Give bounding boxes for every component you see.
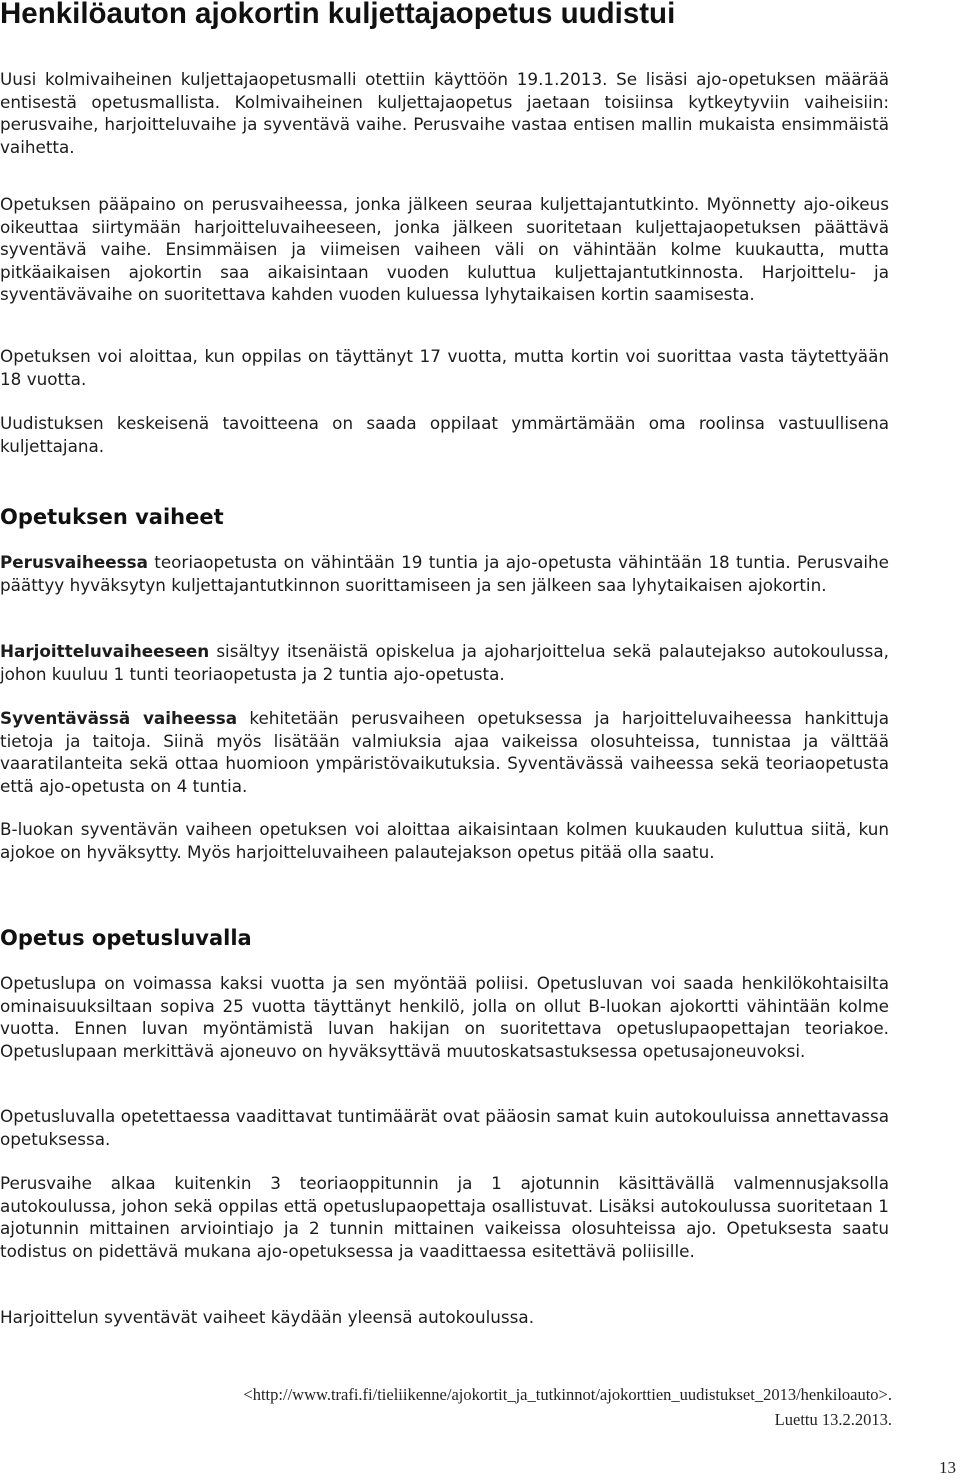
permit-paragraph-2: Opetusluvalla opetettaessa vaadittavat tuntimäärät ovat pääosin samat kuin autokouluissa annettavassa opetuksessa.: [0, 1106, 889, 1149]
phase-advanced-paragraph: [0, 707, 889, 797]
page-title: Henkilöauton ajokortin kuljettajaopetus uudistui: [0, 0, 676, 30]
phase-advanced-text: kehitetään perusvaiheen opetuksessa ja harjoitteluvaiheessa hankittuja tietoja ja taitoja. Siinä myös lisätään valmiuksia ajaa vaikeissa olosuhteissa, tunnistaa ja välttää vaaratilanteita sekä ottaa huomioon ympäristövaikutuksia. Syventävässä vaiheessa sekä teoriaopetusta että ajo-opetusta on 4 tuntia.: [0, 708, 889, 796]
permit-paragraph-1: Opetuslupa on voimassa kaksi vuotta ja sen myöntää poliisi. Opetusluvan voi saada henkilökohtaisilta ominaisuuksiltaan sopiva 25 vuotta täyttänyt henkilö, jolla on ollut B-luokan ajokortti vähintään kolme vuotta. Ennen luvan myöntämistä luvan hakijan on suoritettava opetuslupaopettajan teoriakoe. Opetuslupaan merkittävä ajoneuvo on hyväksyttävä muutoskatsastuksessa opetusajoneuvoksi.: [0, 973, 889, 1061]
phase-basic-text: teoriaopetusta on vähintään 19 tuntia ja ajo-opetusta vähintään 18 tuntia. Perusvaihe päättyy hyväksytyn kuljettajantutkinnon suorittamiseen ja sen jälkeen saa lyhytaikaisen ajokortin.: [0, 552, 889, 595]
source-reference: <http://www.trafi.fi/tieliikenne/ajokortit_ja_tutkinnot/ajokorttien_uudistukset_2013/henkiloauto>.: [243, 1385, 892, 1404]
section-heading-permit: Opetus opetusluvalla: [0, 926, 252, 950]
permit-paragraph-4: Harjoittelun syventävät vaiheet käydään yleensä autokoulussa.: [0, 1307, 535, 1327]
phase-basic-paragraph: [0, 551, 889, 596]
b-class-paragraph: B-luokan syventävän vaiheen opetuksen voi aloittaa aikaisintaan kolmen kuukauden kuluttua siitä, kun ajokoe on hyväksytty. Myös harjoitteluvaiheen palautejakson opetus pitää olla saatu.: [0, 819, 889, 862]
phase-practice-paragraph: [0, 640, 889, 685]
phase-practice-text: sisältyy itsenäistä opiskelua ja ajoharjoittelua sekä palautejakso autokoulussa, johon kuuluu 1 tunti teoriaopetusta ja 2 tuntia ajo-opetusta.: [0, 641, 889, 684]
phase-advanced-lead: Syventävässä vaiheessa: [0, 708, 238, 728]
intro-paragraph-2: Opetuksen pääpaino on perusvaiheessa, jonka jälkeen seuraa kuljettajantutkinto. Myönnetty ajo-oikeus oikeuttaa siirtymään harjoitteluvaiheeseen, jonka jälkeen suoritetaan kuljettajaopetuksen päättävä syventävä vaihe. Ensimmäisen ja viimeisen vaiheen väli on vähintään kolme kuukautta, mutta pitkäaikaisen ajokortin saa aikaisintaan vuoden kuluttua kuljettajantutkinnosta. Harjoittelu- ja syventävävaihe on suoritettava kahden vuoden kuluessa lyhytaikaisen kortin saamisesta.: [0, 194, 889, 304]
intro-paragraph-1: Uusi kolmivaiheinen kuljettajaopetusmalli otettiin käyttöön 19.1.2013. Se lisäsi ajo-opetuksen määrää entisestä opetusmallista. Kolmivaiheinen kuljettajaopetus jaetaan toisiinsa kytkeytyviin vaiheisiin: perusvaihe, harjoitteluvaihe ja syventävä vaihe. Perusvaihe vastaa entisen mallin mukaista ensimmäistä vaihetta.: [0, 69, 889, 157]
intro-paragraph-4: Uudistuksen keskeisenä tavoitteena on saada oppilaat ymmärtämään oma roolinsa vastuullisena kuljettajana.: [0, 413, 889, 456]
phase-basic-lead: Perusvaiheessa: [0, 552, 148, 572]
read-date: Luettu 13.2.2013.: [774, 1410, 892, 1429]
phase-practice-lead: Harjoitteluvaiheeseen: [0, 641, 210, 661]
section-heading-phases: Opetuksen vaiheet: [0, 505, 224, 529]
page-number: 13: [939, 1458, 956, 1477]
permit-paragraph-3: Perusvaihe alkaa kuitenkin 3 teoriaoppitunnin ja 1 ajotunnin käsittävällä valmennusjaksolla autokoulussa, johon sekä oppilas että opetuslupaopettaja osallistuvat. Lisäksi autokoulussa suoritetaan 1 ajotunnin mittainen arviointiajo ja 2 tunnin mittainen vaikeissa olosuhteissa ajo. Opetuksesta saatu todistus on pidettävä mukana ajo-opetuksessa ja vaadittaessa esitettävä poliisille.: [0, 1173, 889, 1261]
intro-paragraph-3: Opetuksen voi aloittaa, kun oppilas on täyttänyt 17 vuotta, mutta kortin voi suorittaa vasta täytettyään 18 vuotta.: [0, 346, 889, 389]
